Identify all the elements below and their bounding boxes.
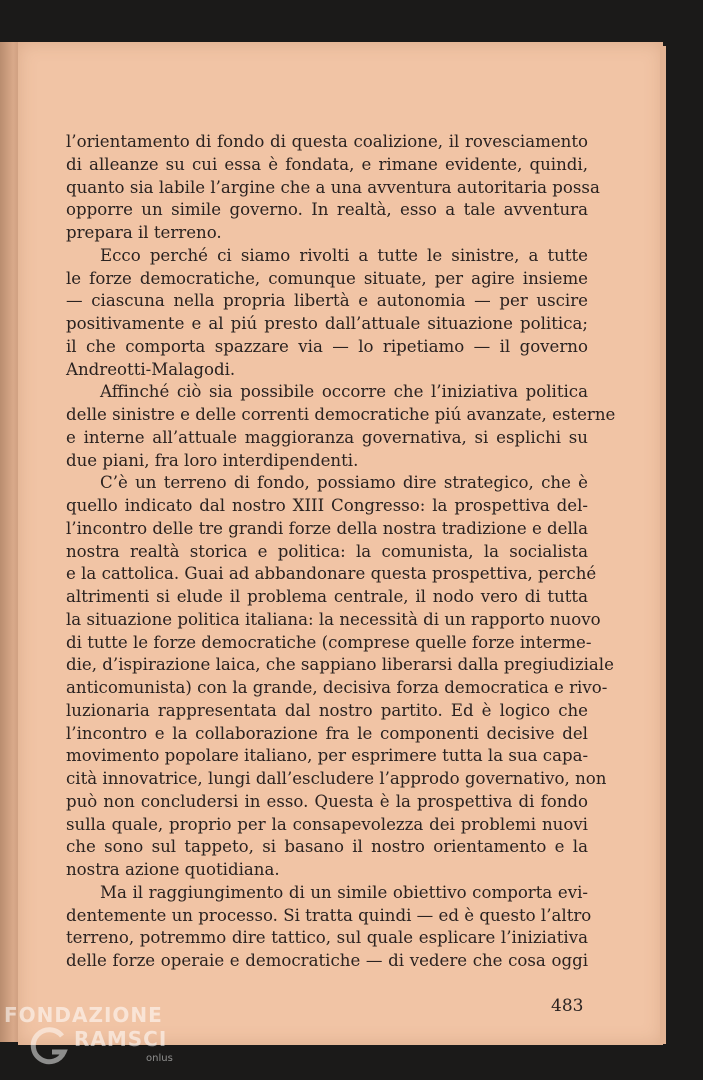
text-line: C’è un terreno di fondo, possiamo dire strategico, che è bbox=[100, 473, 588, 493]
text-line: e interne all’attuale maggioranza governativa, si esplichi su bbox=[66, 427, 588, 447]
text-line: l’incontro delle tre grandi forze della nostra tradizione e della bbox=[66, 518, 588, 538]
text-line: di alleanze su cui essa è fondata, e rimane evidente, quindi, bbox=[66, 154, 588, 174]
text-line: e la cattolica. Guai ad abbandonare questa prospettiva, perché bbox=[66, 564, 597, 584]
text-line: Ecco perché ci siamo rivolti a tutte le sinistre, a tutte bbox=[100, 245, 588, 265]
text-line: terreno, potremmo dire tattico, sul quale esplicare l’iniziativa bbox=[66, 928, 588, 948]
text-line: Affinché ciò sia possibile occorre che l’iniziativa politica bbox=[100, 382, 588, 402]
text-line: cità innovatrice, lungi dall’escludere l’approdo governativo, non bbox=[66, 769, 607, 788]
page-body-text bbox=[66, 131, 616, 973]
gramsci-logo-icon bbox=[28, 1024, 72, 1068]
text-line: Ma il raggiungimento di un simile obiettivo comporta evi- bbox=[100, 882, 588, 902]
text-line: di tutte le forze democratiche (comprese quelle forze interme- bbox=[66, 632, 592, 652]
text-line: — ciascuna nella propria libertà e autonomia — per uscire bbox=[66, 291, 588, 311]
text-line: opporre un simile governo. In realtà, esso a tale avventura bbox=[66, 200, 588, 220]
text-line: le forze democratiche, comunque situate, per agire insieme bbox=[66, 268, 588, 288]
text-line: il che comporta spazzare via — lo ripetiamo — il governo bbox=[66, 336, 588, 356]
text-line: delle forze operaie e democratiche — di vedere che cosa oggi bbox=[66, 951, 588, 970]
watermark-onlus: onlus bbox=[146, 1053, 173, 1064]
text-line: due piani, fra loro interdipendenti. bbox=[66, 450, 359, 470]
text-line: prepara il terreno. bbox=[66, 223, 222, 242]
text-line: delle sinistre e delle correnti democratiche piú avanzate, esterne bbox=[66, 405, 616, 424]
text-line: Andreotti-Malagodi. bbox=[66, 359, 236, 379]
text-line: può non concludersi in esso. Questa è la prospettiva di fondo bbox=[66, 791, 588, 811]
text-line: luzionaria rappresentata dal nostro partito. Ed è logico che bbox=[66, 700, 588, 720]
text-line: nostra azione quotidiana. bbox=[66, 860, 280, 879]
text-line: dentemente un processo. Si tratta quindi — ed è questo l’altro bbox=[66, 905, 592, 925]
text-line: l’orientamento di fondo di questa coalizione, il rovesciamento bbox=[66, 132, 588, 151]
book-right-edge bbox=[660, 46, 666, 1044]
text-line: positivamente e al piú presto dall’attuale situazione politica; bbox=[66, 314, 588, 333]
text-line: anticomunista) con la grande, decisiva forza democratica e rivo- bbox=[66, 678, 608, 697]
text-line: che sono sul tappeto, si basano il nostro orientamento e la bbox=[66, 837, 588, 857]
text-line: l’incontro e la collaborazione fra le componenti decisive del bbox=[66, 723, 588, 743]
watermark-fondazione: FONDAZIONE bbox=[4, 1003, 163, 1027]
text-line: movimento popolare italiano, per esprimere tutta la sua capa- bbox=[66, 746, 589, 766]
text-line: quanto sia labile l’argine che a una avventura autoritaria possa bbox=[66, 177, 600, 197]
text-line: la situazione politica italiana: la necessità di un rapporto nuovo bbox=[66, 609, 601, 629]
text-line: nostra realtà storica e politica: la comunista, la socialista bbox=[66, 541, 588, 561]
text-line: altrimenti si elude il problema centrale, il nodo vero di tutta bbox=[66, 587, 588, 606]
text-line: die, d’ispirazione laica, che sappiano liberarsi dalla pregiudiziale bbox=[66, 655, 614, 675]
page-number: 483 bbox=[551, 996, 584, 1016]
watermark-gramsci: RAMSCI bbox=[74, 1027, 168, 1051]
text-line: sulla quale, proprio per la consapevolezza dei problemi nuovi bbox=[66, 814, 588, 834]
text-line: quello indicato dal nostro XIII Congresso: la prospettiva del- bbox=[66, 496, 588, 515]
